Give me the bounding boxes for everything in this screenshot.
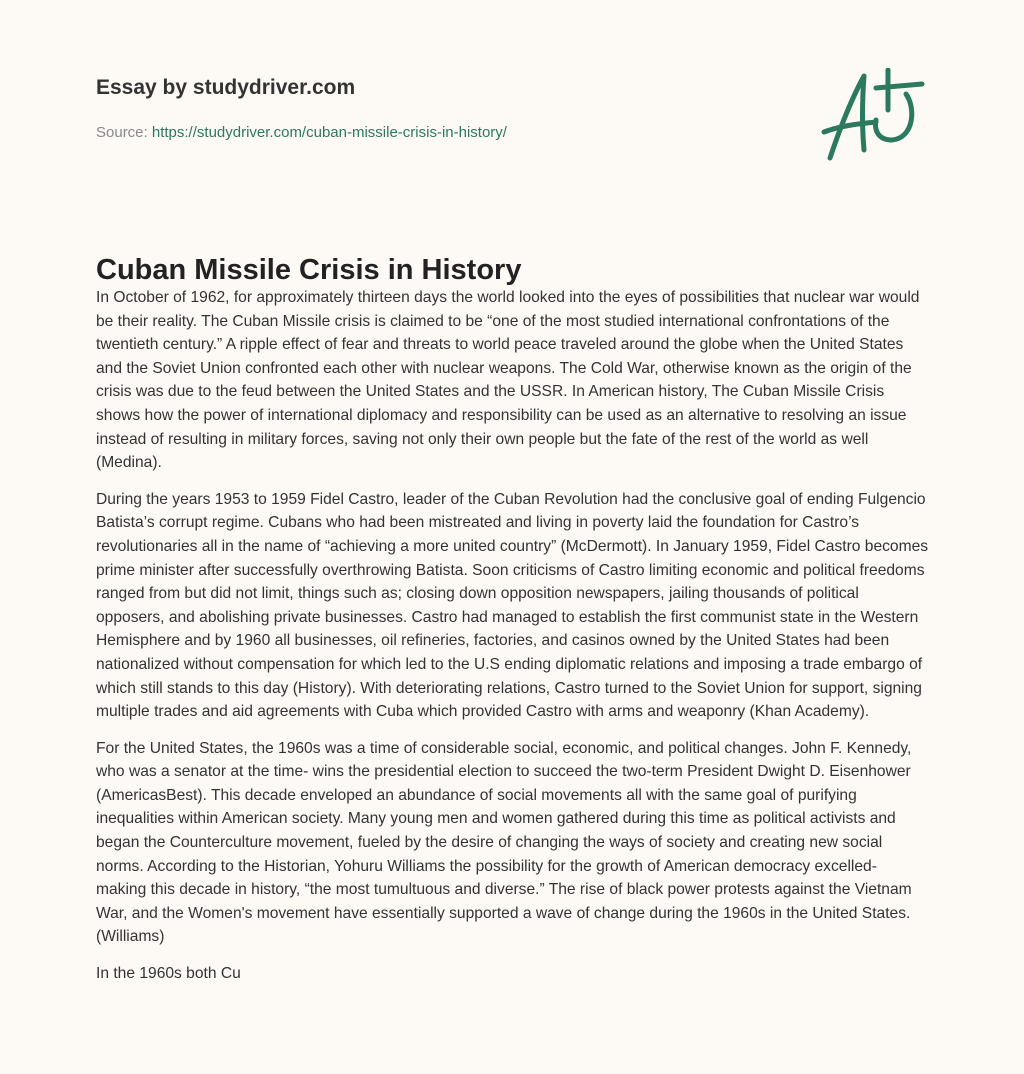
source-label: Source: [96,124,148,141]
source-link[interactable]: https://studydriver.com/cuban-missile-crisis-in-history/ [151,124,507,141]
source-line [96,124,507,141]
brand-title: Essay by studydriver.com [96,76,356,99]
paragraph: In the 1960s both Cu [96,965,241,983]
essay-body [96,286,930,999]
a-plus-logo-icon [818,68,928,168]
paragraph: For the United States, the 1960s was a time of considerable social, economic, and political changes. John F. Kennedy, who was a senator at the time- wins the presidential election to succeed the two-term President Dwight D. Eisenhower (AmericasBest). This decade enveloped an abundance of social movements all with the same goal of purifying inequalities within American society. Many young men and women gathered during this time as political activists and began the Counterculture movement, fueled by the desire of changing the ways of society and creating new social norms. According to the Historian, Yohuru Williams the possibility for the growth of American democracy excelled- making this decade in history, “the most tumultuous and diverse.” The rise of black power protests against the Vietnam War, and the Women's movement have essentially supported a wave of change during the 1960s in the United States. (Williams) [96,739,912,946]
paragraph: During the years 1953 to 1959 Fidel Castro, leader of the Cuban Revolution had the conclusive goal of ending Fulgencio Batista’s corrupt regime. Cubans who had been mistreated and living in poverty laid the foundation for Castro’s revolutionaries all in the name of “achieving a more united country” (McDermott). In January 1959, Fidel Castro becomes prime minister after successfully overthrowing Batista. Soon criticisms of Castro limiting economic and political freedoms ranged from but did not limit, things such as; closing down opposition newspapers, jailing thousands of political opposers, and abolishing private businesses. Castro had managed to establish the first communist state in the Western Hemisphere and by 1960 all businesses, oil refineries, factories, and casinos owned by the United States had been nationalized without compensation for which led to the U.S ending diplomatic relations and imposing a trade embargo of which still stands to this day (History). With deteriorating relations, Castro turned to the Soviet Union for support, signing multiple trades and aid agreements with Cuba which provided Castro with arms and weaponry (Khan Academy). [96,490,929,721]
paragraph: In October of 1962, for approximately thirteen days the world looked into the eyes of possibilities that nuclear war would be their reality. The Cuban Missile crisis is claimed to be “one of the most studied international confrontations of the twentieth century.” A ripple effect of fear and threats to world peace traveled around the globe when the United States and the Soviet Union confronted each other with nuclear weapons. The Cold War, otherwise known as the origin of the crisis was due to the feud between the United States and the USSR. In American history, The Cuban Missile Crisis shows how the power of international diplomacy and responsibility can be used as an alternative to resolving an issue instead of resulting in military forces, saving not only their own people but the fate of the rest of the world as well (Medina). [96,289,920,472]
essay-title: Cuban Missile Crisis in History [96,254,522,286]
